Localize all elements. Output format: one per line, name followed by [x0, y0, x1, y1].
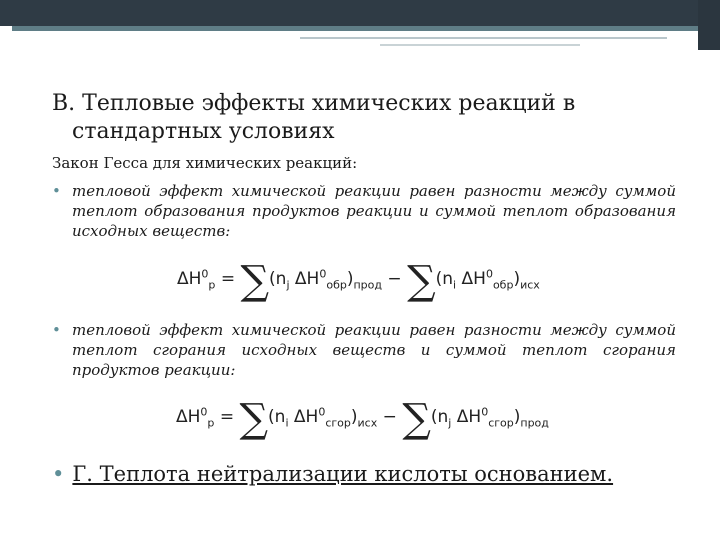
header-corner-block	[698, 0, 720, 50]
sum-symbol: ∑	[239, 396, 269, 442]
sum-symbol: ∑	[407, 258, 436, 304]
bullet-marker: •	[52, 321, 61, 339]
sum-symbol: ∑	[240, 258, 270, 304]
neutralization-item	[52, 462, 613, 486]
bullet-marker: •	[52, 462, 65, 486]
formula-formation: $\Delta H^0_р = \sum(n_j$ $\Delta H^0_{обр})_{прод} - \sum(n_i$ $\Delta H^0_{обр})_{исх}$	[177, 258, 540, 304]
sum-symbol: ∑	[402, 396, 431, 442]
bullet-text: тепловой эффект химической реакции равен разности между суммой теплот сгорания исходных веществ и суммой теплот сгорания продуктов реакции:	[72, 321, 676, 379]
bullet-formation	[52, 181, 676, 241]
slide-title-line-1: В. Тепловые эффекты химических реакций в	[52, 91, 576, 116]
formula-combustion: $\Delta H^0_р = \sum(n_i$ $\Delta H^0_{сгор})_{исх} - \sum(n_j$ $\Delta H^0_{сгор})_{прод}$	[176, 396, 549, 442]
bullet-combustion	[52, 320, 676, 380]
header-accent-bar	[12, 26, 706, 31]
hess-law-heading: Закон Гесса для химических реакций:	[52, 154, 358, 172]
header-bar	[0, 0, 720, 26]
header-rule-line	[300, 37, 667, 39]
neutralization-text: Г. Теплота нейтрализации кислоты основанием.	[72, 462, 614, 486]
header-rule-line-short	[380, 44, 580, 46]
bullet-text: тепловой эффект химической реакции равен разности между суммой теплот образования продуктов реакции и суммой теплот образования исходных веществ:	[72, 182, 676, 240]
slide-title-line-2: стандартных условиях	[72, 119, 335, 144]
slide-title	[52, 90, 692, 146]
bullet-marker: •	[52, 182, 61, 200]
